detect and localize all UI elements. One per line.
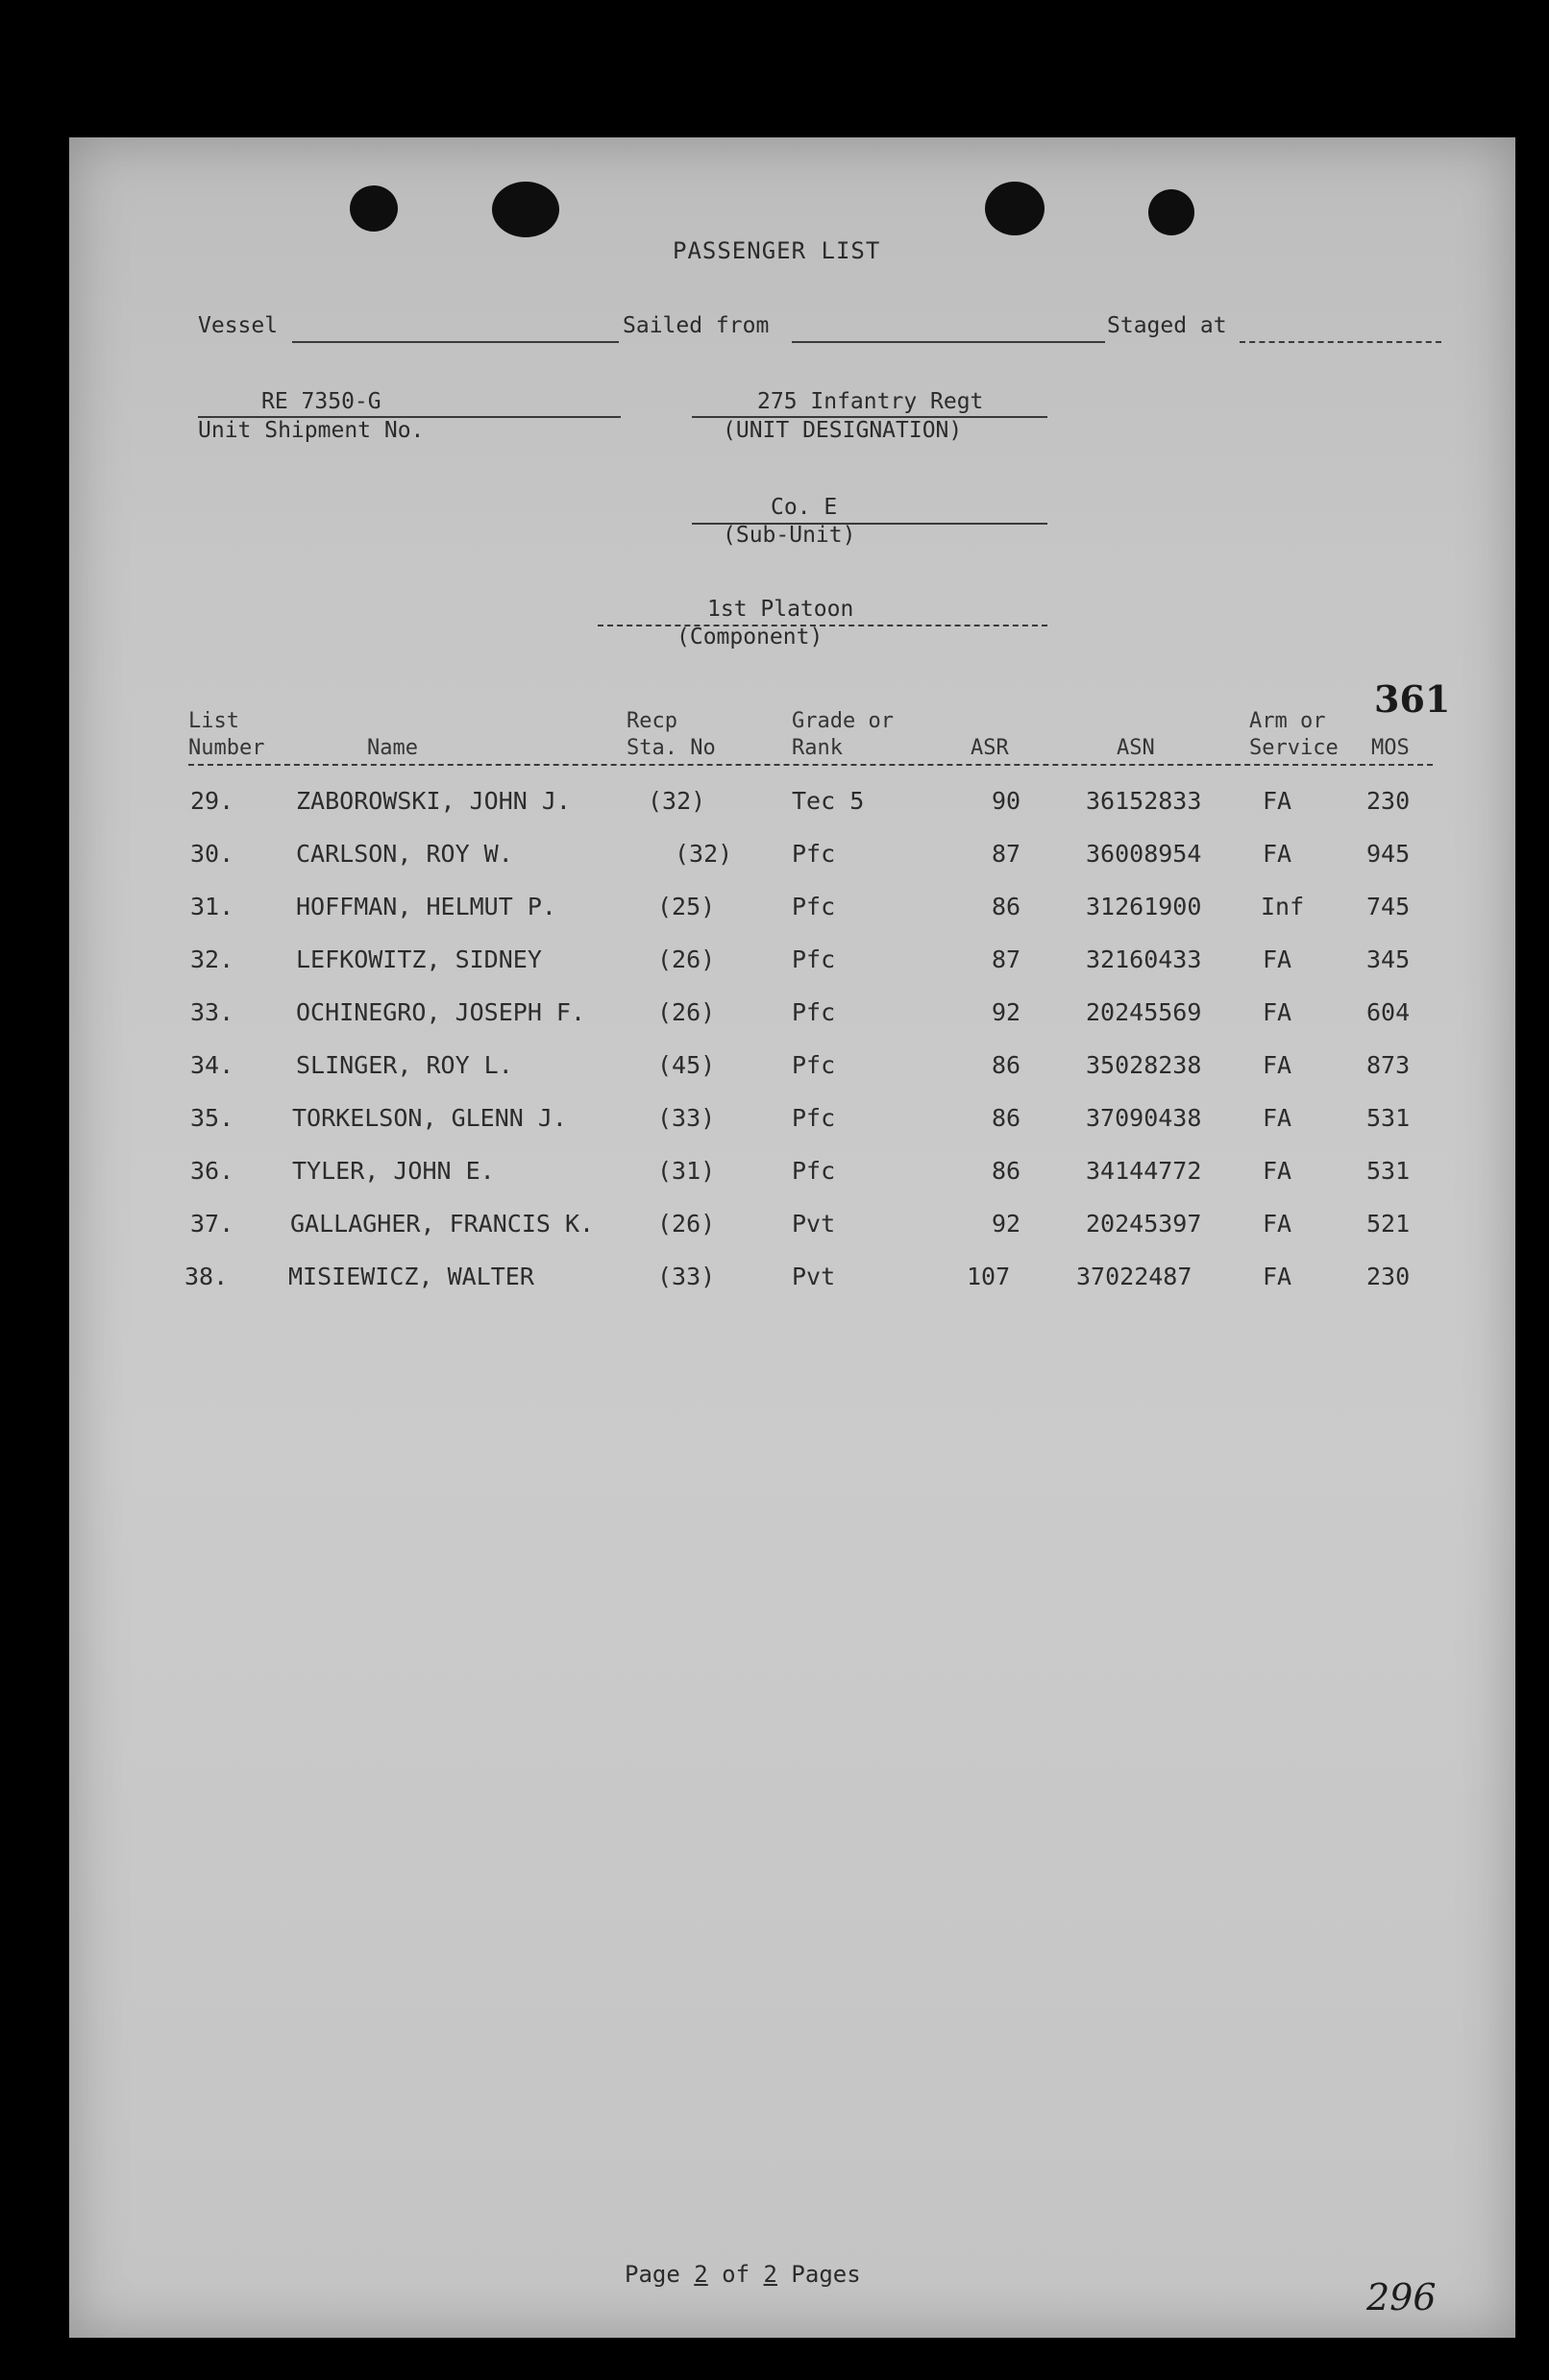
col-header-list-line2: Number [188, 736, 265, 760]
col-header-asr: ASR [971, 736, 1009, 760]
col-header-asn: ASN [1117, 736, 1155, 760]
col-header-grade [792, 708, 894, 762]
unit-designation-label: (UNIT DESIGNATION) [723, 418, 963, 443]
row-name: LEFKOWITZ, SIDNEY [296, 945, 542, 973]
total-pages: 2 [763, 2261, 777, 2288]
col-header-recp-line2: Sta. No [627, 736, 716, 760]
row-grade: Pfc [792, 998, 836, 1026]
row-asr: 87 [992, 840, 1021, 868]
row-name: GALLAGHER, FRANCIS K. [290, 1210, 595, 1238]
document-title: PASSENGER LIST [673, 237, 881, 264]
row-grade: Pfc [792, 945, 836, 973]
row-asn: 36008954 [1086, 840, 1202, 868]
row-name: CARLSON, ROY W. [296, 840, 513, 868]
col-header-arm [1249, 708, 1339, 762]
row-asr: 90 [992, 787, 1021, 815]
row-asr: 92 [992, 998, 1021, 1026]
col-header-recp [627, 708, 716, 762]
row-recp: (32) [648, 787, 706, 815]
punch-hole [985, 182, 1045, 235]
row-recp: (33) [657, 1104, 716, 1132]
sailed-from-label: Sailed from [623, 313, 770, 338]
row-arm: FA [1263, 840, 1292, 868]
row-arm: FA [1263, 998, 1292, 1026]
row-asn: 35028238 [1086, 1051, 1202, 1079]
row-arm: Inf [1261, 893, 1305, 920]
row-recp: (33) [657, 1263, 716, 1290]
row-name: SLINGER, ROY L. [296, 1051, 513, 1079]
row-mos: 531 [1366, 1104, 1411, 1132]
row-recp: (26) [657, 998, 716, 1026]
row-asr: 107 [967, 1263, 1011, 1290]
col-header-grade-line2: Rank [792, 736, 843, 760]
row-grade: Pfc [792, 893, 836, 920]
row-arm: FA [1263, 945, 1292, 973]
row-list: 32. [190, 945, 234, 973]
row-asn: 34144772 [1086, 1157, 1202, 1185]
row-grade: Pfc [792, 840, 836, 868]
handwritten-number: 296 [1366, 2276, 1437, 2319]
row-asn: 20245569 [1086, 998, 1202, 1026]
page-word: Page [625, 2261, 680, 2288]
row-mos: 531 [1366, 1157, 1411, 1185]
row-asn: 37090438 [1086, 1104, 1202, 1132]
row-list: 37. [190, 1210, 234, 1238]
component-value: 1st Platoon [707, 597, 854, 622]
pages-word: Pages [791, 2261, 861, 2288]
row-mos: 230 [1366, 787, 1411, 815]
punch-hole [350, 185, 398, 232]
staged-at-label: Staged at [1107, 313, 1227, 338]
page-footer [625, 2261, 861, 2288]
row-asn: 20245397 [1086, 1210, 1202, 1238]
row-recp: (26) [657, 945, 716, 973]
row-list: 36. [190, 1157, 234, 1185]
row-asn: 32160433 [1086, 945, 1202, 973]
row-asn: 37022487 [1076, 1263, 1192, 1290]
row-name: ZABOROWSKI, JOHN J. [296, 787, 571, 815]
row-asn: 31261900 [1086, 893, 1202, 920]
row-arm: FA [1263, 1157, 1292, 1185]
row-name: OCHINEGRO, JOSEPH F. [296, 998, 586, 1026]
punch-hole [492, 182, 559, 237]
sub-unit-label: (Sub-Unit) [723, 523, 856, 548]
row-asr: 86 [992, 893, 1021, 920]
row-asr: 86 [992, 1104, 1021, 1132]
row-mos: 521 [1366, 1210, 1411, 1238]
col-header-list-line1: List [188, 709, 239, 733]
table-header-rule [188, 764, 1433, 766]
row-asr: 92 [992, 1210, 1021, 1238]
row-recp: (25) [657, 893, 716, 920]
row-mos: 945 [1366, 840, 1411, 868]
stamped-number: 361 [1374, 677, 1451, 721]
row-list: 30. [190, 840, 234, 868]
row-grade: Pfc [792, 1104, 836, 1132]
row-asr: 86 [992, 1157, 1021, 1185]
vessel-field-line [292, 341, 619, 343]
shipment-number-label: Unit Shipment No. [198, 418, 425, 443]
of-word: of [722, 2261, 750, 2288]
sub-unit-value: Co. E [771, 495, 838, 520]
row-name: TORKELSON, GLENN J. [292, 1104, 567, 1132]
row-grade: Pfc [792, 1157, 836, 1185]
row-arm: FA [1263, 787, 1292, 815]
row-grade: Pvt [792, 1210, 836, 1238]
row-arm: FA [1263, 1210, 1292, 1238]
row-mos: 604 [1366, 998, 1411, 1026]
unit-designation-value: 275 Infantry Regt [757, 389, 984, 414]
row-mos: 745 [1366, 893, 1411, 920]
row-list: 35. [190, 1104, 234, 1132]
punch-hole [1148, 189, 1194, 235]
shipment-number-value: RE 7350-G [261, 389, 381, 414]
row-arm: FA [1263, 1263, 1292, 1290]
page-number: 2 [694, 2261, 708, 2288]
sailed-from-field-line [792, 341, 1105, 343]
row-list: 31. [190, 893, 234, 920]
col-header-mos: MOS [1371, 736, 1410, 760]
row-grade: Pvt [792, 1263, 836, 1290]
row-mos: 873 [1366, 1051, 1411, 1079]
component-label: (Component) [676, 625, 824, 650]
row-list: 29. [190, 787, 234, 815]
row-list: 34. [190, 1051, 234, 1079]
row-recp: (31) [657, 1157, 716, 1185]
row-arm: FA [1263, 1104, 1292, 1132]
col-header-grade-line1: Grade or [792, 709, 894, 733]
row-grade: Tec 5 [792, 787, 865, 815]
row-mos: 345 [1366, 945, 1411, 973]
row-mos: 230 [1366, 1263, 1411, 1290]
row-grade: Pfc [792, 1051, 836, 1079]
row-name: HOFFMAN, HELMUT P. [296, 893, 556, 920]
col-header-name: Name [367, 736, 418, 760]
col-header-recp-line1: Recp [627, 709, 677, 733]
document-page [69, 137, 1515, 2338]
row-list: 33. [190, 998, 234, 1026]
row-recp: (45) [657, 1051, 716, 1079]
row-recp: (32) [675, 840, 733, 868]
row-recp: (26) [657, 1210, 716, 1238]
col-header-list-number [188, 708, 264, 762]
col-header-arm-line2: Service [1249, 736, 1339, 760]
col-header-arm-line1: Arm or [1249, 709, 1326, 733]
row-asr: 87 [992, 945, 1021, 973]
row-arm: FA [1263, 1051, 1292, 1079]
row-asn: 36152833 [1086, 787, 1202, 815]
row-asr: 86 [992, 1051, 1021, 1079]
vessel-label: Vessel [198, 313, 279, 338]
staged-at-field-line [1240, 341, 1441, 343]
row-name: MISIEWICZ, WALTER [288, 1263, 534, 1290]
row-list: 38. [184, 1263, 229, 1290]
row-name: TYLER, JOHN E. [292, 1157, 495, 1185]
